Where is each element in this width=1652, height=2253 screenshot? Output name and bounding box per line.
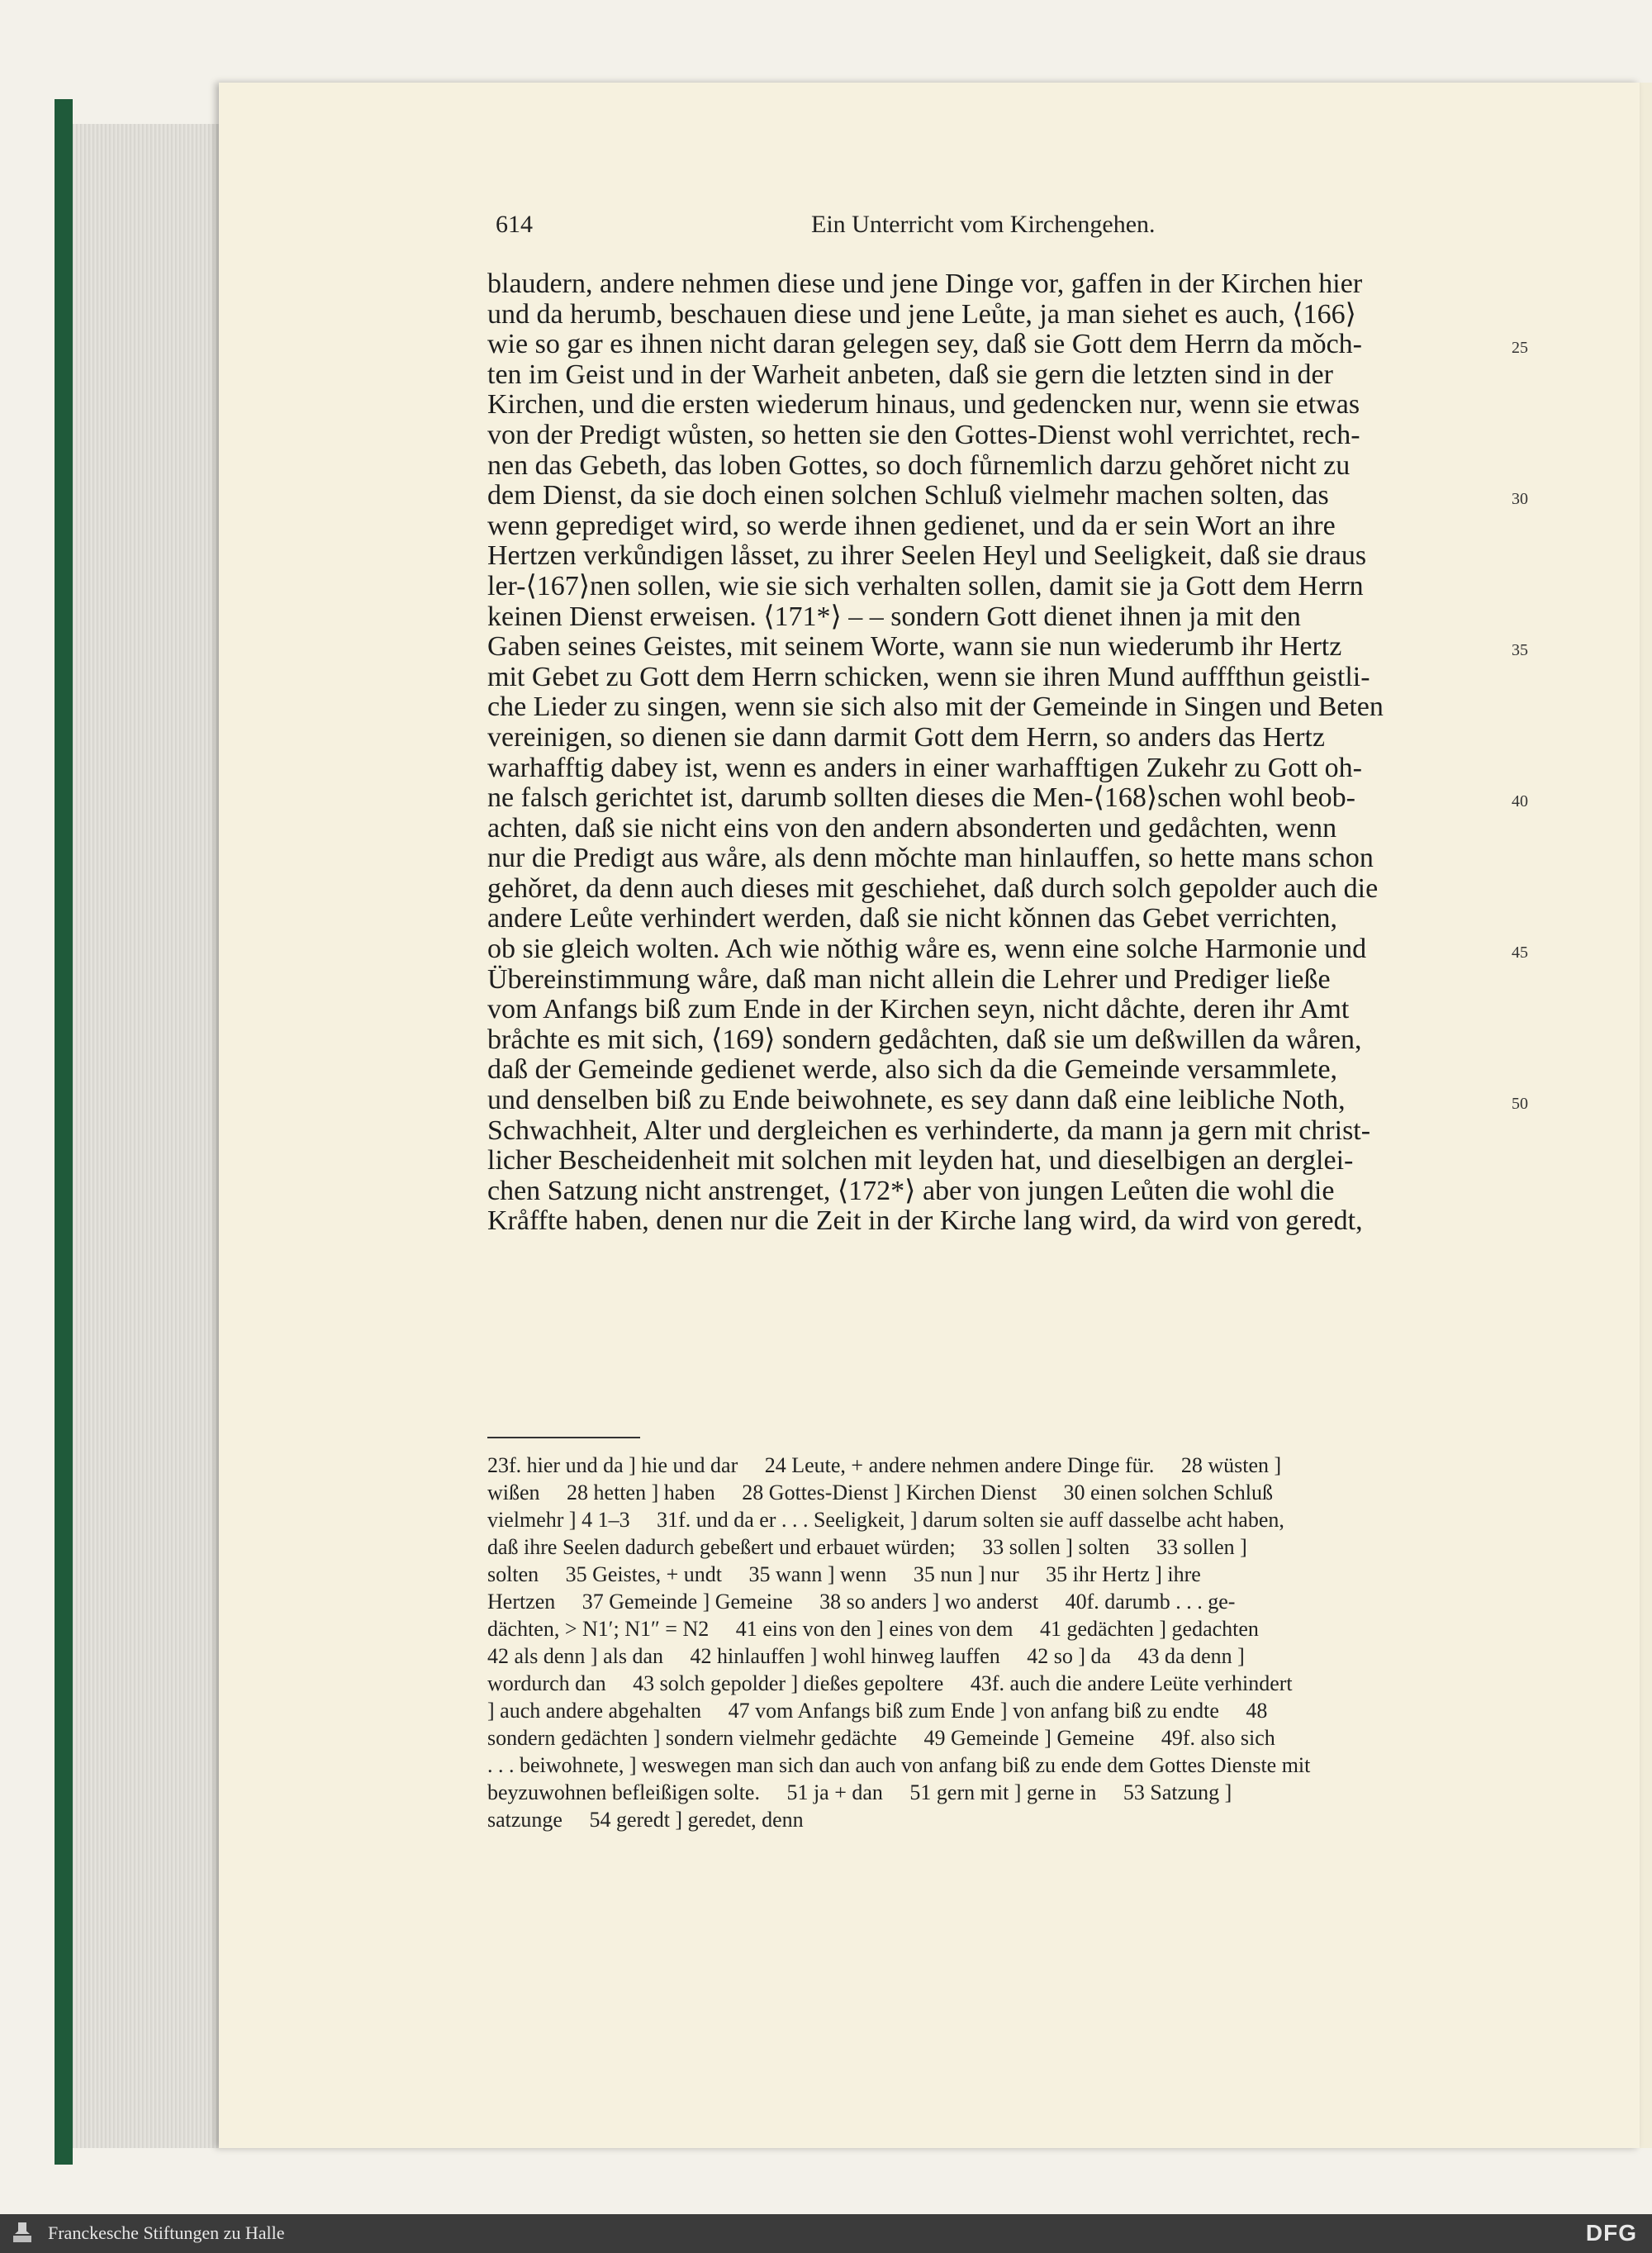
line-text: che Lieder zu singen, wenn sie sich also mit der Gemeinde in Singen und Beten [487,692,1384,723]
line-text: von der Predigt wůsten, so hetten sie den Gottes-Dienst wohl verrichtet, rech- [487,419,1360,450]
book-cover-edge [55,99,73,2165]
text-line [487,572,1491,602]
line-number: 50 [1512,1095,1528,1114]
footnote-line: daß ihre Seelen dadurch gebeßert und erbauet würden; 33 sollen ] solten 33 sollen ] [487,1535,1247,1559]
line-text: Kråffte haben, denen nur die Zeit in der Kirche lang wird, da wird von geredt, [487,1205,1363,1237]
line-text: Übereinstimmung wåre, daß man nicht allein die Lehrer und Prediger ließe [487,963,1331,995]
line-text: Schwachheit, Alter und dergleichen es verhinderte, da mann ja gern mit christ- [487,1115,1371,1146]
text-line [487,390,1491,421]
line-text: Kirchen, und die ersten wiederum hinaus, und gedencken nur, wenn sie etwas [487,389,1360,421]
line-text: keinen Dienst erweisen. ⟨171*⟩ – – sondern Gott dienet ihnen ja mit den [487,601,1301,632]
line-text: nen das Gebeth, das loben Gottes, so doch fůrnemlich darzu gehǒret nicht zu [487,449,1351,481]
line-text: und da herumb, beschauen diese und jene Leůte, ja man siehet es auch, ⟨166⟩ [487,298,1356,330]
line-text: Hertzen verkůndigen låsset, zu ihrer Seelen Heyl und Seeligkeit, daß sie draus [487,540,1367,572]
text-line [487,360,1491,391]
footnote-line: beyzuwohnen befleißigen solte. 51 ja + dan 51 gern mit ] gerne in 53 Satzung ] [487,1780,1232,1804]
line-text: ne falsch gerichtet ist, darumb sollten dieses die Men-⟨168⟩schen wohl beob- [487,782,1355,814]
text-line [487,511,1491,542]
text-line [487,1146,1491,1176]
line-text: ler-⟨167⟩nen sollen, wie sie sich verhalten sollen, damit sie ja Gott dem Herrn [487,570,1364,601]
line-text: ob sie gleich wolten. Ach wie nǒthig wåre es, wenn eine solche Harmonie und [487,934,1367,965]
text-line [487,541,1491,572]
footnotes [487,1452,1487,1833]
line-number: 40 [1512,792,1528,811]
line-text: achten, daß sie nicht eins von den andern absonderten und gedåchten, wenn [487,812,1337,844]
text-line [487,1085,1528,1116]
line-number: 35 [1512,641,1528,660]
text-line [487,269,1491,300]
line-number: 30 [1512,490,1528,509]
footnote-line: sondern gedächten ] sondern vielmehr gedächte 49 Gemeinde ] Gemeine 49f. also sich [487,1726,1275,1750]
footnote-line: 23f. hier und da ] hie und dar 24 Leute, + andere nehmen andere Dinge für. 28 wüsten ] [487,1453,1282,1477]
institution-logo-icon [8,2219,36,2247]
text-line [487,1055,1491,1086]
line-text: chen Satzung nicht anstrenget, ⟨172*⟩ aber von jungen Leůten die wohl die [487,1175,1335,1206]
line-text: licher Bescheidenheit mit solchen mit leyden hat, und dieselbigen an derglei- [487,1145,1354,1176]
text-line [487,480,1528,511]
viewer-footer-bar [0,2214,1652,2253]
text-line [487,300,1491,330]
line-text: daß der Gemeinde gedienet werde, also sich da die Gemeinde versammlete, [487,1054,1338,1086]
footnote-line: wißen 28 hetten ] haben 28 Gottes-Dienst ] Kirchen Dienst 30 einen solchen Schluß [487,1481,1273,1504]
line-text: andere Leůte verhindert werden, daß sie nicht kǒnnen das Gebet verrichten, [487,903,1338,934]
text-line [487,692,1491,723]
institution-name: Franckesche Stiftungen zu Halle [48,2222,285,2243]
text-line [487,874,1491,905]
running-title: Ein Unterricht vom Kirchengehen. [811,211,1156,238]
text-line [487,421,1491,451]
line-text: dem Dienst, da sie doch einen solchen Schluß vielmehr machen solten, das [487,480,1329,511]
footnote-line: dächten, > N1′; N1″ = N2 41 eins von den ] eines von dem 41 gedächten ] gedachten [487,1617,1259,1641]
line-text: gehǒret, da denn auch dieses mit geschiehet, daß durch solch gepolder auch die [487,872,1379,904]
page-edges [73,124,221,2148]
footnote-line: wordurch dan 43 solch gepolder ] dießes gepoltere 43f. auch die andere Leüte verhindert [487,1671,1293,1695]
line-number: 25 [1512,339,1528,358]
text-line [487,995,1491,1025]
footnote-line: vielmehr ] 4 1–3 31f. und da er . . . Seeligkeit, ] darum solten sie auff dasselbe acht haben, [487,1508,1284,1532]
page-number: 614 [496,211,533,238]
text-line [487,904,1491,934]
line-text: wie so gar es ihnen nicht daran gelegen sey, daß sie Gott dem Herrn da mǒch- [487,329,1362,360]
text-line [487,965,1491,996]
text-line [487,663,1491,693]
text-line [487,723,1491,753]
footnote-line: 42 als denn ] als dan 42 hinlauffen ] wohl hinweg lauffen 42 so ] da 43 da denn ] [487,1644,1245,1668]
line-text: und denselben biß zu Ende beiwohnete, es sey dann daß eine leibliche Noth, [487,1085,1346,1116]
text-line [487,782,1528,814]
footnote-line: . . . beiwohnete, ] weswegen man sich dan auch von anfang biß zu ende dem Gottes Dienste mit [487,1753,1311,1777]
text-line [487,844,1491,874]
line-text: bråchte es mit sich, ⟨169⟩ sondern gedåchten, daß sie um deßwillen da wåren, [487,1024,1362,1055]
text-line [487,753,1491,784]
text-line [487,451,1491,482]
text-line [487,1116,1491,1147]
text-line [487,631,1528,663]
line-text: wenn geprediget wird, so werde ihnen gedienet, und da er sein Wort an ihre [487,510,1336,541]
line-text: blaudern, andere nehmen diese und jene Dinge vor, gaffen in der Kirchen hier [487,269,1363,299]
text-line [487,329,1528,360]
line-text: vom Anfangs biß zum Ende in der Kirchen seyn, nicht dåchte, deren ihr Amt [487,994,1350,1025]
page-header [496,211,1487,252]
line-number: 45 [1512,944,1528,963]
text-line [487,602,1491,633]
body-text [487,269,1528,1237]
line-text: ten im Geist und in der Warheit anbeten, daß sie gern die letzten sind in der [487,359,1333,390]
footnote-rule [487,1437,640,1438]
text-line [487,1176,1491,1207]
line-text: mit Gebet zu Gott dem Herrn schicken, wenn sie ihren Mund aufffthun geistli- [487,661,1370,692]
dfg-logo: DFG [1585,2220,1637,2246]
line-text: nur die Predigt aus wåre, als denn mǒchte man hinlauffen, so hette mans schon [487,843,1374,874]
footnote-line: Hertzen 37 Gemeinde ] Gemeine 38 so anders ] wo anderst 40f. darumb . . . ge- [487,1590,1236,1614]
line-text: vereinigen, so dienen sie dann darmit Gott dem Herrn, so anders das Hertz [487,721,1326,753]
text-line [487,934,1528,965]
footnote-line: satzunge 54 geredt ] geredet, denn [487,1808,804,1832]
text-line [487,814,1491,844]
footnote-line: ] auch andere abgehalten 47 vom Anfangs biß zum Ende ] von anfang biß zu endte 48 [487,1699,1268,1723]
line-text: Gaben seines Geistes, mit seinem Worte, wann sie nun wiederumb ihr Hertz [487,631,1342,663]
line-text: warhafftig dabey ist, wenn es anders in einer warhafftigen Zukehr zu Gott oh- [487,752,1362,783]
footnote-line: solten 35 Geistes, + undt 35 wann ] wenn 35 nun ] nur 35 ihr Hertz ] ihre [487,1562,1201,1586]
text-line [487,1206,1491,1237]
text-line [487,1025,1491,1056]
